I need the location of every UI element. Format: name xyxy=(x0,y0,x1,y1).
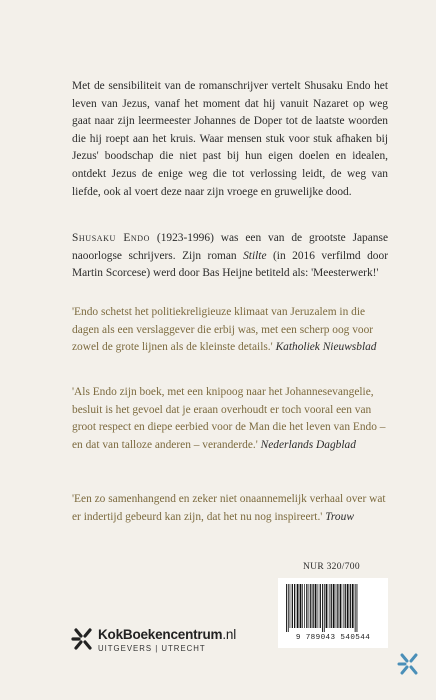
barcode-bar xyxy=(318,584,319,628)
barcode-bar xyxy=(343,584,344,628)
barcode-bar xyxy=(297,584,299,628)
nur-code: NUR 320/700 xyxy=(303,562,360,572)
barcode-bar xyxy=(306,584,307,628)
publisher-name-tld: .nl xyxy=(222,627,237,642)
barcode-bars xyxy=(284,584,382,632)
barcode-bar xyxy=(350,584,351,628)
barcode-bar xyxy=(329,584,330,628)
author-bio-novel-title: Stilte xyxy=(243,249,267,262)
barcode-bar xyxy=(324,584,325,632)
review-quote-text: 'Als Endo zijn boek, met een knipoog naar het Johannesevangelie, besluit is het gevoel dat je eraan overhoudt er toch vooral een van groot respect en diepe eerbied voor de Man die het leven van Endo – en dat van talloze anderen – veranderde.' xyxy=(72,386,386,451)
barcode-bar xyxy=(288,584,289,632)
author-name: Shusaku Endo xyxy=(72,232,151,244)
author-bio-part-2: (in 2016 verfilmd door Martin Scorcese) werd door Bas Heijne betiteld als: 'Meesterwerk!' xyxy=(72,249,388,280)
barcode-bar xyxy=(294,584,295,628)
review-quote-source: Trouw xyxy=(325,510,354,523)
synopsis-paragraph: Met de sensibiliteit van de romanschrijver vertelt Shusaku Endo het leven van Jezus, vanaf het moment dat hij vanuit Nazaret op weg gaat naar zijn leermeester Johannes de Doper tot de laatste woorden die hij roept aan het kruis. Waar mensen stuk voor stuk afhaken bij Jezus' boodschap die niet past bij hun eigen doelen en idealen, ontdekt Jezus de enige weg die tot verlossing leidt, de weg van liefde, ook al voert deze naar zijn vroege en gruwelijke dood. xyxy=(72,80,388,198)
barcode-bar xyxy=(290,584,291,628)
corner-star-cross-icon xyxy=(396,651,422,677)
barcode-bar xyxy=(313,584,314,628)
barcode-bar xyxy=(355,584,356,632)
barcode-bar xyxy=(337,584,338,628)
star-cross-icon xyxy=(70,626,96,652)
review-quote-1 xyxy=(72,304,390,357)
review-quote-2 xyxy=(72,384,390,454)
publisher-subline: UITGEVERS | UTRECHT xyxy=(98,644,206,653)
barcode-bar xyxy=(357,584,358,632)
barcode-bar xyxy=(322,584,323,632)
publisher-name xyxy=(98,627,236,642)
barcode-bar xyxy=(336,584,337,628)
review-quote-text: 'Een zo samenhangend en zeker niet onaannemelijk verhaal over wat er indertijd gebeurd kan zijn, dat het nu nog inspireert.' xyxy=(72,493,386,523)
publisher-name-bold: KokBoekencentrum xyxy=(98,627,223,642)
barcode-bar xyxy=(331,584,332,628)
barcode-bar xyxy=(345,584,346,628)
review-quote-source: Nederlands Dagblad xyxy=(260,438,356,451)
barcode-bar xyxy=(326,584,328,628)
barcode-bar xyxy=(315,584,317,628)
barcode-bar xyxy=(302,584,303,628)
barcode-bar xyxy=(340,584,342,628)
barcode-bar xyxy=(352,584,354,628)
review-quote-text: 'Endo schetst het politiekreligieuze klimaat van Jeruzalem in die dagen als een verslaggever die erbij was, met een scherp oog voor zowel de grote lijnen als de kleinste details.' xyxy=(72,306,374,354)
author-bio-part-1: (1923-1996) was een van de grootste Japanse naoorlogse schrijvers. Zijn roman xyxy=(72,232,388,262)
barcode-bar xyxy=(286,584,287,632)
barcode-bar xyxy=(347,584,349,628)
barcode-bar xyxy=(333,584,335,628)
barcode-bar xyxy=(300,584,302,628)
barcode-bar xyxy=(304,584,305,628)
isbn-barcode xyxy=(278,578,388,648)
publisher-logo xyxy=(70,624,270,664)
isbn-number: 9 789043 540544 xyxy=(295,634,371,642)
barcode-bar xyxy=(310,584,311,628)
barcode-bar xyxy=(320,584,321,628)
review-quote-source: Katholiek Nieuwsblad xyxy=(275,341,377,354)
author-bio xyxy=(72,230,388,283)
barcode-bar xyxy=(292,584,293,628)
barcode-bar xyxy=(309,584,310,628)
review-quote-3 xyxy=(72,491,390,526)
